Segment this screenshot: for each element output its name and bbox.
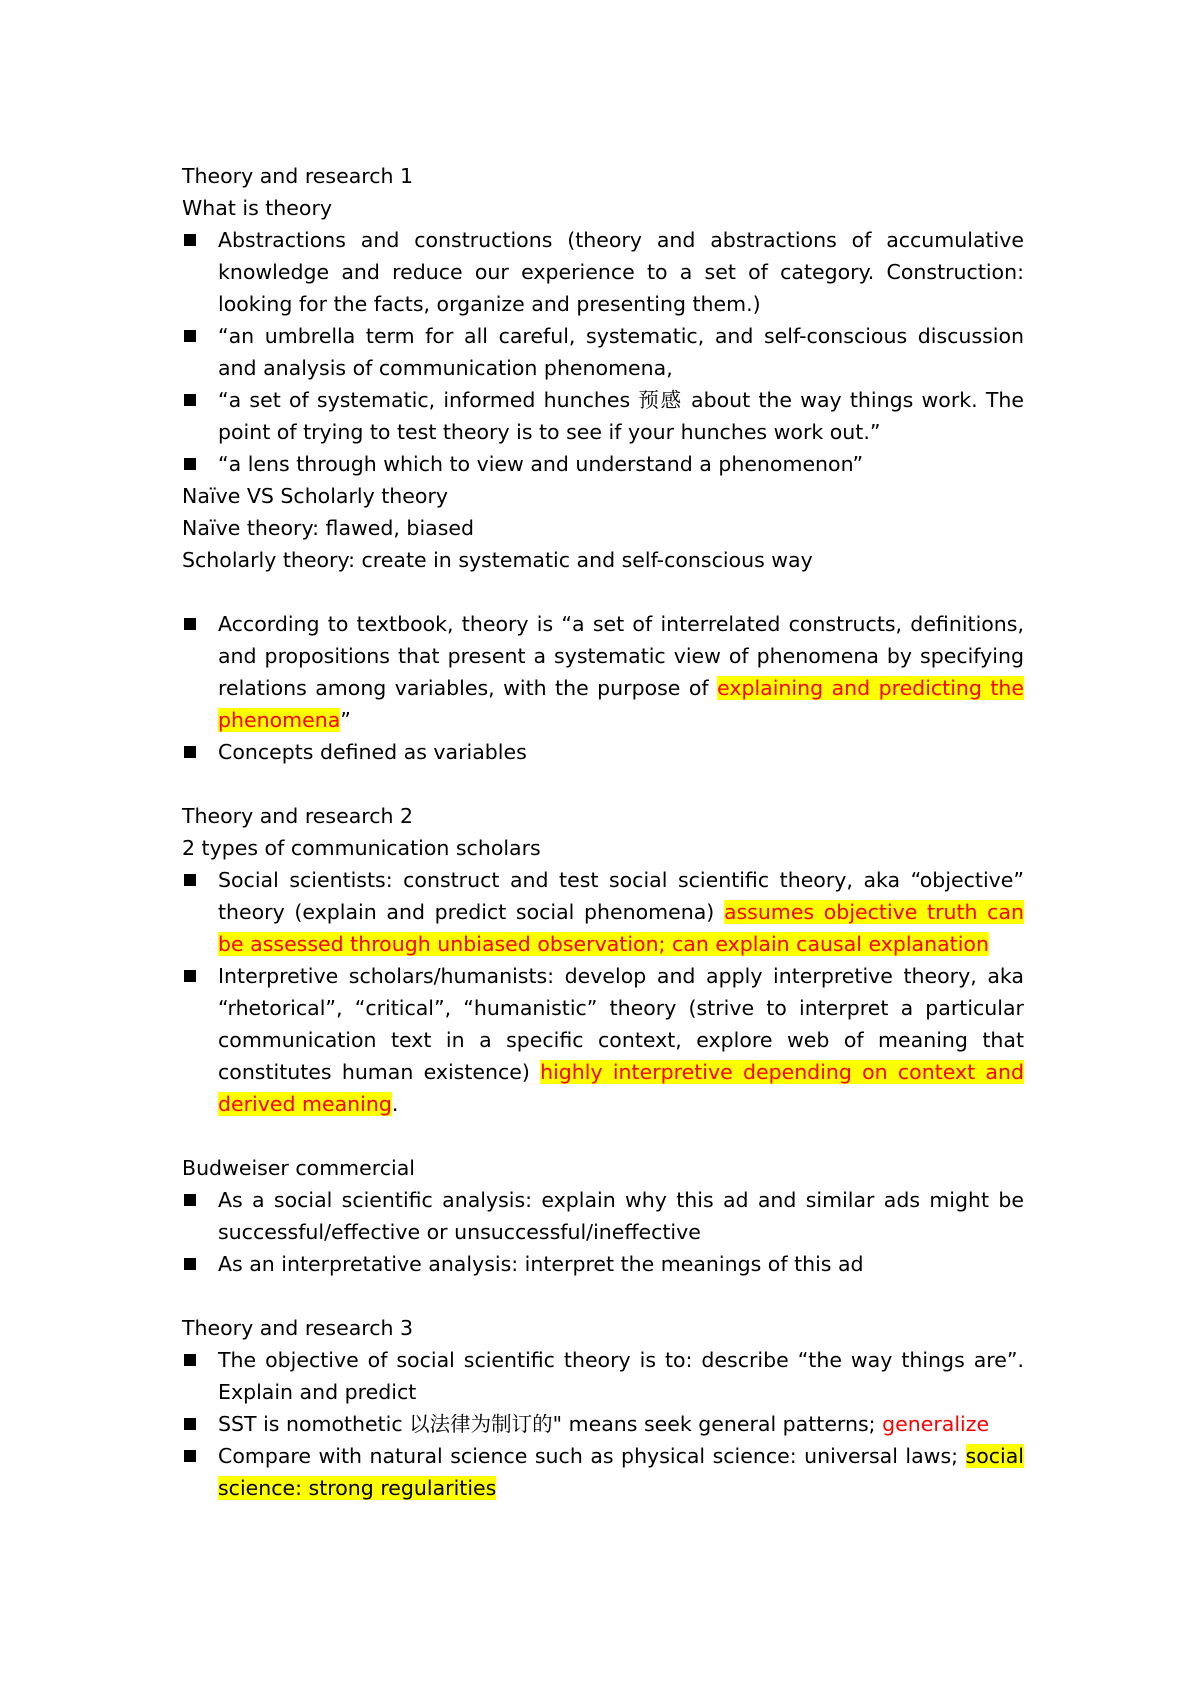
blank-line (182, 1120, 1024, 1152)
section-heading: Budweiser commercial (182, 1156, 415, 1180)
text-line: Scholarly theory: create in systematic and self-conscious way (182, 548, 813, 572)
blank-line (182, 576, 1024, 608)
highlighted-text: explaining and predicting the phenomena (218, 676, 1024, 732)
document-body (182, 160, 1024, 1504)
bullet-text: As an interpretative analysis: interpret the meanings of this ad (218, 1252, 864, 1276)
section-heading: Theory and research 2 (182, 804, 414, 828)
bullet-text: As a social scientific analysis: explain why this ad and similar ads might be successful/effective or unsuccessful/ineffective (218, 1188, 1024, 1244)
square-bullet-icon (184, 1194, 196, 1206)
square-bullet-icon (184, 330, 196, 342)
bullet-item (182, 1248, 1024, 1280)
bullet-item (182, 1184, 1024, 1248)
bullet-text: According to textbook, theory is “a set of interrelated constructs, definitions, and propositions that present a systematic view of phenomena by specifying relations among variables, with the purpose of (218, 612, 1024, 700)
bullet-text: Concepts defined as variables (218, 740, 527, 764)
bullet-text: Compare with natural science such as physical science: universal laws; (218, 1444, 966, 1468)
bullet-text: SST is nomothetic 以法律为制订的" means seek general patterns; (218, 1412, 883, 1436)
bullet-item (182, 736, 1024, 768)
bullet-item (182, 864, 1024, 960)
bullet-item (182, 448, 1024, 480)
square-bullet-icon (184, 1450, 196, 1462)
section-subheading: 2 types of communication scholars (182, 836, 541, 860)
blank-line (182, 768, 1024, 800)
text-line: Naïve theory: flawed, biased (182, 516, 475, 540)
square-bullet-icon (184, 874, 196, 886)
square-bullet-icon (184, 618, 196, 630)
bullet-item (182, 1344, 1024, 1408)
bullet-text: Interpretive scholars/humanists: develop and apply interpretive theory, aka “rhetorical”, “critical”, “humanistic” theory (strive to interpret a particular communication text in a specific context, explore web of meaning that constitutes human existence) (218, 964, 1024, 1084)
bullet-text: “an umbrella term for all careful, systematic, and self-conscious discussion and analysis of communication phenomena, (218, 324, 1024, 380)
highlighted-text: assumes objective truth can be assessed through unbiased observation; can explain causal explanation (218, 900, 1025, 956)
square-bullet-icon (184, 1354, 196, 1366)
bullet-item (182, 384, 1024, 448)
bullet-item (182, 224, 1024, 320)
section-heading: Theory and research 1 (182, 164, 414, 188)
bullet-item (182, 608, 1024, 736)
blank-line (182, 1280, 1024, 1312)
bullet-text-tail: . (391, 1092, 399, 1116)
text-line: Naïve VS Scholarly theory (182, 484, 448, 508)
section-subheading: What is theory (182, 196, 333, 220)
bullet-text-tail: ” (340, 708, 351, 732)
bullet-text: “a lens through which to view and understand a phenomenon” (218, 452, 864, 476)
highlighted-text: social science: strong regularities (218, 1444, 1024, 1500)
square-bullet-icon (184, 394, 196, 406)
bullet-item (182, 960, 1024, 1120)
bullet-item (182, 1440, 1024, 1504)
bullet-item (182, 320, 1024, 384)
red-text: generalize (882, 1412, 990, 1436)
square-bullet-icon (184, 746, 196, 758)
bullet-item (182, 1408, 1024, 1440)
square-bullet-icon (184, 234, 196, 246)
square-bullet-icon (184, 970, 196, 982)
highlighted-text: highly interpretive depending on context and derived meaning (218, 1060, 1024, 1116)
square-bullet-icon (184, 1258, 196, 1270)
bullet-text: The objective of social scientific theory is to: describe “the way things are”. Explain and predict (218, 1348, 1024, 1404)
square-bullet-icon (184, 458, 196, 470)
square-bullet-icon (184, 1418, 196, 1430)
bullet-text: Abstractions and constructions (theory and abstractions of accumulative knowledge and reduce our experience to a set of category. Construction: looking for the facts, organize and presenting them.) (218, 228, 1024, 316)
bullet-text: “a set of systematic, informed hunches 预感 about the way things work. The point of trying to test theory is to see if your hunches work out.” (218, 388, 1024, 444)
section-heading: Theory and research 3 (182, 1316, 414, 1340)
bullet-text: Social scientists: construct and test social scientific theory, aka “objective” theory (explain and predict social phenomena) (218, 868, 1024, 924)
